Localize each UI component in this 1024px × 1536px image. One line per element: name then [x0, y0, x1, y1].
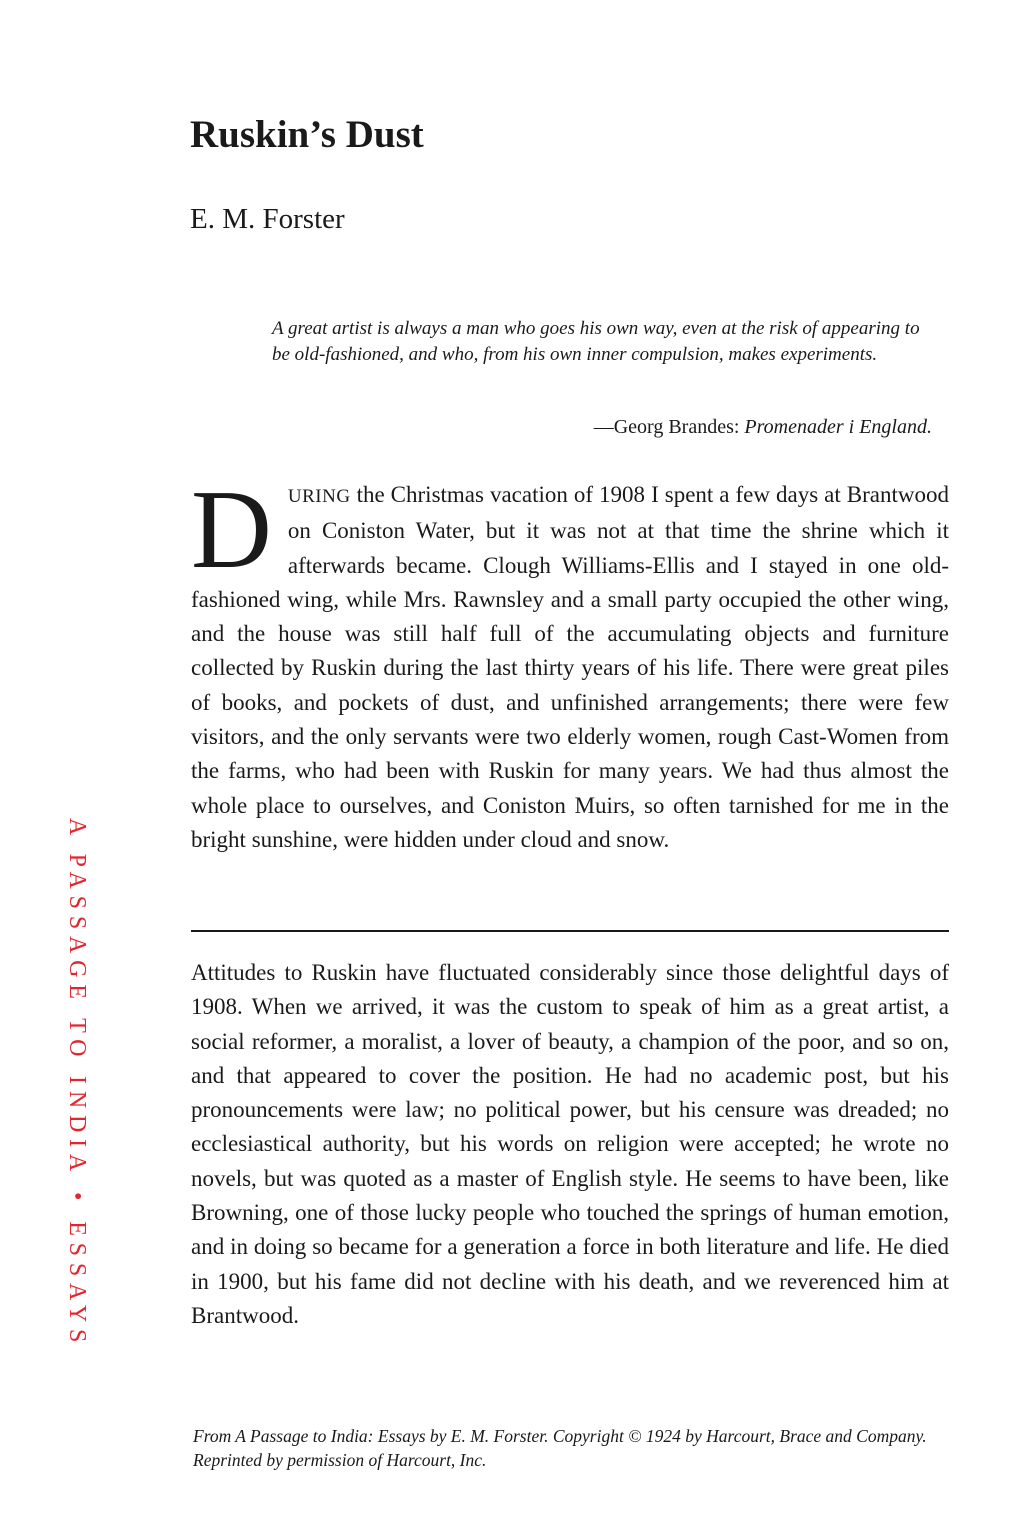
- epigraph-source-work: Promenader i England.: [744, 416, 932, 438]
- drop-cap: D: [191, 468, 272, 592]
- bullet-separator-icon: •: [64, 1192, 90, 1208]
- lead-small-caps: URING: [287, 486, 351, 507]
- side-section-title: ESSAYS: [64, 1221, 90, 1350]
- epigraph-source-author: —Georg Brandes:: [593, 416, 745, 438]
- section-divider: [191, 930, 949, 932]
- epigraph-quote: A great artist is always a man who goes his own way, even at the risk of appearing to be old-fashioned, and who, from his own inner compulsion, makes experiments.: [272, 318, 920, 365]
- article-author: E. M. Forster: [190, 203, 345, 235]
- article-title: Ruskin’s Dust: [190, 113, 424, 156]
- side-running-title: [57, 818, 97, 1378]
- side-book-title: A PASSAGE TO INDIA: [64, 818, 90, 1179]
- body-paragraph-2: Attitudes to Ruskin have fluctuated considerably since those delightful days of 1908. When we arrived, it was the custom to speak of him as a great artist, a social reformer, a moralist, a lover of beauty, a champion of the poor, and so on, and that appeared to cover the position. He had no academic post, but his pronouncements were law; no political power, but his censure was dreaded; no ecclesiastical authority, but his words on religion were accepted; he wrote no novels, but was quoted as a master of English style. He seems to have been, like Browning, one of those lucky people who touched the springs of human emotion, and in doing so became for a generation a force in both literature and life. He died in 1900, but his fame did not decline with his death, and we reverenced him at Brantwood.: [191, 960, 949, 1328]
- copyright-credit: From A Passage to India: Essays by E. M. Forster. Copyright © 1924 by Harcourt, Brace and Company. Reprinted by permission of Harcourt, Inc.: [193, 1426, 927, 1470]
- epigraph-source: [594, 414, 932, 440]
- body-paragraph-1: [191, 468, 949, 857]
- paragraph-1-text: the Christmas vacation of 1908 I spent a few days at Brantwood on Coniston Water, but it was not at that time the shrine which it afterwards became. Clough Williams-Ellis and I stayed in one old-fashioned wing, while Mrs. Rawnsley and a small party occupied the other wing, and the house was still half full of the accumulating objects and furniture collected by Ruskin during the last thirty years of his life. There were great piles of books, and pockets of dust, and unfinished arrangements; there were few visitors, and the only servants were two elderly women, rough Cast-Women from the farms, who had been with Ruskin for many years. We had thus almost the whole place to ourselves, and Coniston Muirs, so often tarnished for me in the bright sunshine, were hidden under cloud and snow.: [191, 482, 949, 852]
